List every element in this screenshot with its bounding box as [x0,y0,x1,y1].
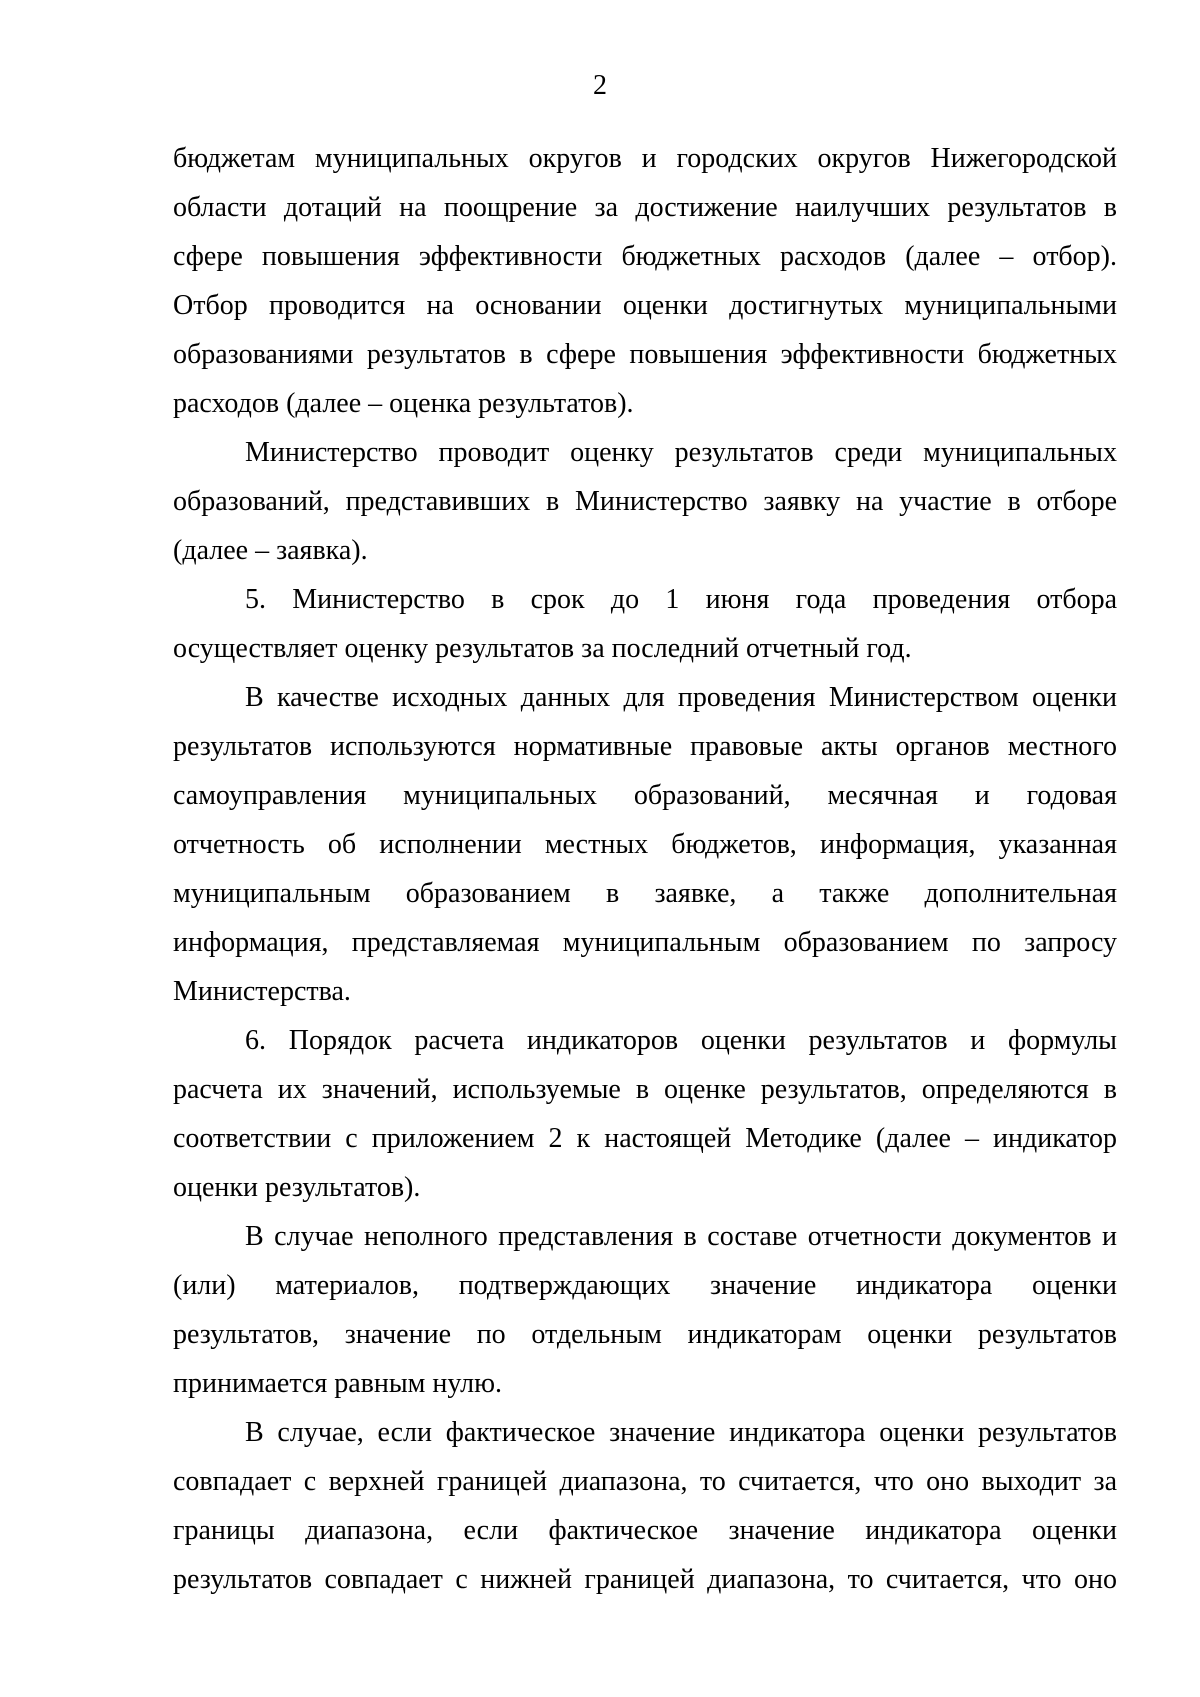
text-line: сфере повышения эффективности бюджетных расходов (далее – отбор). [173,241,1117,272]
text-line: области дотаций на поощрение за достижение наилучших результатов в [173,192,1117,223]
text-line: информация, представляемая муниципальным образованием по запросу [173,927,1117,958]
text-line: бюджетам муниципальных округов и городских округов Нижегородской [173,143,1117,174]
text-line: осуществляет оценку результатов за последний отчетный год. [173,633,912,664]
text-line: самоуправления муниципальных образований, месячная и годовая [173,780,1117,811]
text-line: 6. Порядок расчета индикаторов оценки результатов и формулы [245,1025,1117,1056]
text-line: расчета их значений, используемые в оценке результатов, определяются в [173,1074,1117,1105]
text-line: границы диапазона, если фактическое значение индикатора оценки [173,1515,1117,1546]
paragraph [173,428,1117,575]
text-line: совпадает с верхней границей диапазона, то считается, что оно выходит за [173,1466,1117,1497]
text-line: принимается равным нулю. [173,1368,503,1399]
paragraph [173,134,1117,428]
document-body [173,134,1117,1604]
text-line: результатов совпадает с нижней границей диапазона, то считается, что оно [173,1564,1117,1595]
text-line: Министерства. [173,976,351,1007]
paragraph [173,1408,1117,1604]
text-line: (далее – заявка). [173,535,368,566]
paragraph [173,575,1117,673]
page-number: 2 [593,70,607,101]
text-line: расходов (далее – оценка результатов). [173,388,634,419]
text-line: (или) материалов, подтверждающих значение индикатора оценки [173,1270,1117,1301]
text-line: результатов, значение по отдельным индикаторам оценки результатов [173,1319,1117,1350]
text-line: В качестве исходных данных для проведения Министерством оценки [245,682,1117,713]
text-line: образованиями результатов в сфере повышения эффективности бюджетных [173,339,1117,370]
paragraph [173,1212,1117,1408]
text-line: В случае, если фактическое значение индикатора оценки результатов [245,1417,1117,1448]
text-line: Министерство проводит оценку результатов среди муниципальных [245,437,1117,468]
text-line: результатов используются нормативные правовые акты органов местного [173,731,1117,762]
text-line: муниципальным образованием в заявке, а также дополнительная [173,878,1117,909]
text-line: 5. Министерство в срок до 1 июня года проведения отбора [245,584,1117,615]
text-line: оценки результатов). [173,1172,421,1203]
text-line: соответствии с приложением 2 к настоящей Методике (далее – индикатор [173,1123,1117,1154]
text-line: отчетность об исполнении местных бюджетов, информация, указанная [173,829,1117,860]
text-line: В случае неполного представления в составе отчетности документов и [245,1221,1117,1252]
paragraph [173,673,1117,1016]
text-line: образований, представивших в Министерство заявку на участие в отборе [173,486,1117,517]
text-line: Отбор проводится на основании оценки достигнутых муниципальными [173,290,1117,321]
paragraph [173,1016,1117,1212]
